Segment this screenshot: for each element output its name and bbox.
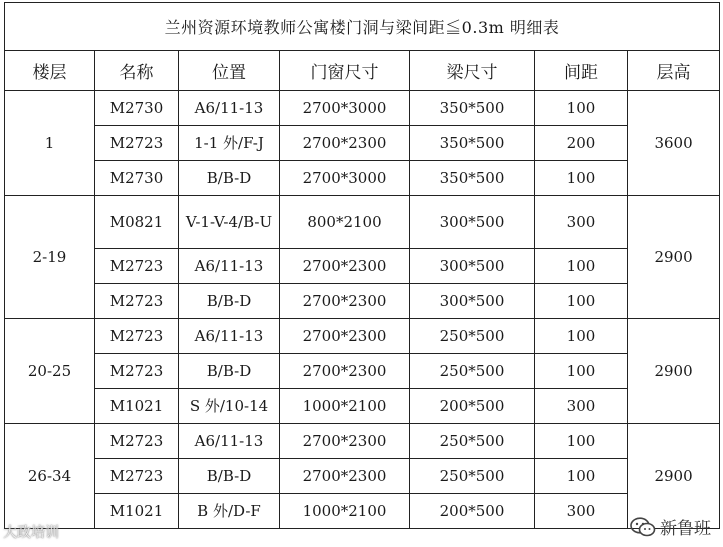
beam-size: 200*500 [410,389,535,424]
door-position: B/B-D [179,354,280,389]
beam-size: 200*500 [410,494,535,529]
door-name: M1021 [95,494,179,529]
door-size: 2700*2300 [280,126,410,161]
door-size: 2700*3000 [280,161,410,196]
door-name: M2723 [95,126,179,161]
beam-size: 300*500 [410,284,535,319]
gap-value: 100 [535,319,628,354]
detail-table [4,2,720,529]
gap-value: 100 [535,354,628,389]
gap-value: 100 [535,249,628,284]
door-size: 2700*2300 [280,354,410,389]
header-gap: 间距 [535,51,628,91]
floor-height: 3600 [628,91,720,196]
door-position: V-1-V-4/B-U [179,196,280,249]
gap-value: 300 [535,389,628,424]
door-size: 2700*2300 [280,424,410,459]
header-position: 位置 [179,51,280,91]
door-position: B/B-D [179,284,280,319]
gap-value: 300 [535,196,628,249]
door-size: 2700*2300 [280,284,410,319]
wechat-icon [630,517,656,537]
door-name: M0821 [95,196,179,249]
table-row [5,284,720,319]
door-position: A6/11-13 [179,424,280,459]
door-size: 2700*2300 [280,249,410,284]
floor-height: 2900 [628,319,720,424]
door-position: A6/11-13 [179,319,280,354]
table-row [5,319,720,354]
door-position: A6/11-13 [179,91,280,126]
table-row [5,459,720,494]
door-size: 1000*2100 [280,494,410,529]
door-name: M2730 [95,91,179,126]
beam-size: 250*500 [410,424,535,459]
floor-range: 26-34 [5,424,95,529]
table-row [5,494,720,529]
table-row [5,389,720,424]
beam-size: 350*500 [410,126,535,161]
door-position: B 外/D-F [179,494,280,529]
table-row [5,161,720,196]
door-size: 1000*2100 [280,389,410,424]
watermark-right [630,514,711,539]
beam-size: 250*500 [410,354,535,389]
table-row [5,354,720,389]
watermark-left: 大政培训 [3,525,59,541]
floor-range: 1 [5,91,95,196]
door-name: M2723 [95,424,179,459]
beam-size: 350*500 [410,161,535,196]
header-beam-size: 梁尺寸 [410,51,535,91]
beam-size: 250*500 [410,319,535,354]
door-position: 1-1 外/F-J [179,126,280,161]
floor-range: 20-25 [5,319,95,424]
gap-value: 100 [535,424,628,459]
floor-height: 2900 [628,424,720,529]
table-title: 兰州资源环境教师公寓楼门洞与梁间距≦0.3m 明细表 [5,3,720,51]
door-size: 2700*2300 [280,459,410,494]
door-name: M2723 [95,319,179,354]
header-floor-height: 层高 [628,51,720,91]
gap-value: 300 [535,494,628,529]
table-row [5,196,720,249]
door-size: 2700*3000 [280,91,410,126]
door-name: M2723 [95,354,179,389]
door-position: B/B-D [179,459,280,494]
door-name: M2723 [95,249,179,284]
door-name: M2723 [95,284,179,319]
door-name: M2730 [95,161,179,196]
beam-size: 300*500 [410,196,535,249]
floor-height: 2900 [628,196,720,319]
header-door-size: 门窗尺寸 [280,51,410,91]
door-position: A6/11-13 [179,249,280,284]
beam-size: 300*500 [410,249,535,284]
table-row [5,91,720,126]
door-position: S 外/10-14 [179,389,280,424]
gap-value: 100 [535,284,628,319]
gap-value: 200 [535,126,628,161]
gap-value: 100 [535,161,628,196]
gap-value: 100 [535,91,628,126]
table-row [5,126,720,161]
floor-range: 2-19 [5,196,95,319]
table-row [5,249,720,284]
header-row [5,51,720,91]
door-size: 800*2100 [280,196,410,249]
door-position: B/B-D [179,161,280,196]
beam-size: 350*500 [410,91,535,126]
gap-value: 100 [535,459,628,494]
watermark-right-text: 新鲁班 [660,519,711,539]
beam-size: 250*500 [410,459,535,494]
door-size: 2700*2300 [280,319,410,354]
table-row [5,424,720,459]
header-floor: 楼层 [5,51,95,91]
door-name: M1021 [95,389,179,424]
door-name: M2723 [95,459,179,494]
header-name: 名称 [95,51,179,91]
